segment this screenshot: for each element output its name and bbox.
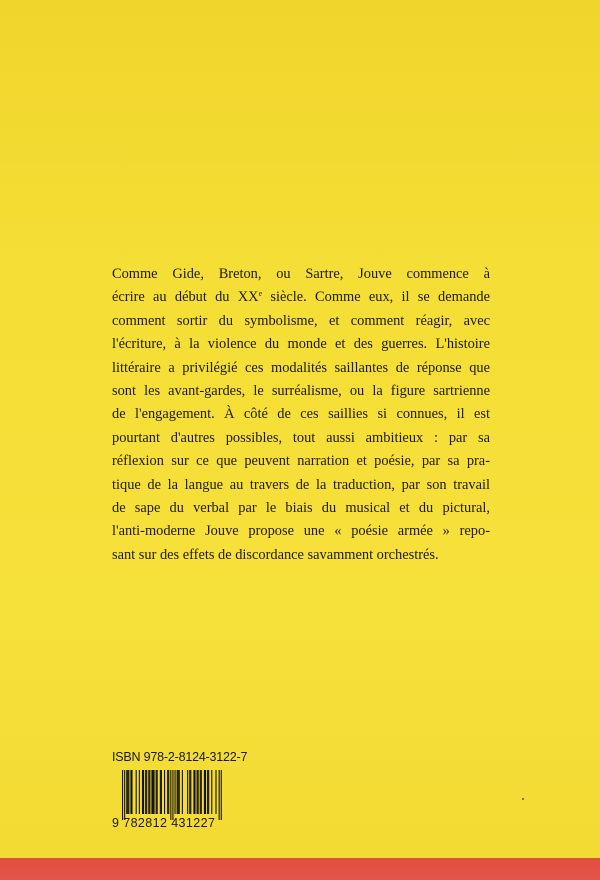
blurb-line: pourtant d'autres possibles, tout aussi ambitieux : par sa — [112, 429, 490, 446]
barcode-bar — [131, 770, 132, 814]
barcode-bar — [198, 770, 199, 814]
barcode-digits: 9 782812 431227 — [112, 816, 216, 830]
barcode-bar — [146, 770, 147, 814]
barcode-guard-bar — [219, 770, 220, 820]
barcode-bar — [164, 770, 165, 814]
barcode-bar — [194, 770, 195, 814]
barcode-bar — [157, 770, 158, 814]
blurb-line — [112, 286, 490, 309]
barcode-guard-bar — [122, 770, 123, 820]
barcode-bar — [208, 770, 209, 814]
barcode-bar — [154, 770, 155, 814]
barcode-bar — [193, 770, 194, 814]
isbn-label: ISBN 978-2-8124-3122-7 — [112, 750, 248, 764]
blurb-line: de l'engagement. À côté de ces saillies si connues, il est — [112, 406, 490, 423]
barcode-bar — [130, 770, 131, 814]
barcode-bar — [207, 770, 208, 814]
back-cover-blurb — [112, 263, 490, 567]
barcode-bar — [126, 770, 127, 814]
barcode-bar — [136, 770, 137, 814]
barcode-bar — [204, 770, 205, 814]
barcode-bar — [148, 770, 149, 814]
barcode-bar — [179, 770, 180, 814]
barcode-bar — [151, 770, 152, 814]
blurb-line: Comme Gide, Breton, ou Sartre, Jouve commence à — [112, 266, 490, 282]
barcode-bar — [197, 770, 198, 814]
barcode-bar — [167, 770, 168, 814]
barcode-bar — [168, 770, 169, 814]
blurb-line: l'écriture, à la violence du monde et des guerres. L'histoire — [112, 336, 490, 353]
barcode-bar — [143, 770, 144, 814]
barcode-bar — [190, 770, 191, 814]
barcode-bar — [142, 770, 143, 814]
barcode-bar — [152, 770, 153, 814]
barcode-bar — [161, 770, 162, 814]
blurb-line: réflexion sur ce que peuvent narration et poésie, par sa pra- — [112, 453, 490, 470]
blurb-line: littéraire a privilégié ces modalités saillantes de réponse que — [112, 359, 490, 376]
blurb-line: l'anti-moderne Jouve propose une « poésie armée » repo- — [112, 523, 490, 540]
blurb-line: comment sortir du symbolisme, et comment réagir, avec — [112, 312, 490, 329]
barcode-bar — [175, 770, 176, 814]
blurb-line: sont les avant-gardes, le surréalisme, ou la figure sartrienne — [112, 382, 490, 399]
barcode-bar — [160, 770, 161, 814]
blurb-line: sant sur des effets de discordance savamment orchestrés. — [112, 546, 439, 563]
bottom-color-band — [0, 858, 600, 880]
barcode-bar — [149, 770, 150, 814]
barcode-guard-bar — [172, 770, 173, 820]
barcode-bar — [182, 770, 183, 814]
barcode-bar — [211, 770, 212, 814]
barcode-bar — [127, 770, 128, 814]
barcode-bar — [156, 770, 157, 814]
blurb-line-start: écrire au début du XX — [112, 289, 259, 306]
blurb-line: tique de la langue au travers de la traduction, par son travail — [112, 476, 490, 493]
barcode-bar — [189, 770, 190, 814]
barcode-bar — [201, 770, 202, 814]
barcode-bar — [205, 770, 206, 814]
century-superscript: e — [258, 289, 263, 299]
barcode — [112, 770, 230, 830]
barcode-bar — [178, 770, 179, 814]
barcode-bar — [177, 770, 178, 814]
barcode-bars — [112, 770, 230, 820]
barcode-bar — [128, 770, 129, 814]
blurb-line-end: siècle. Comme eux, il se demande — [262, 289, 491, 306]
barcode-bar — [187, 770, 188, 814]
barcode-guard-bar — [221, 770, 222, 820]
barcode-bar — [139, 770, 140, 814]
blurb-line: de sape du verbal par le biais du musical et du pictural, — [112, 499, 490, 516]
barcode-bar — [215, 770, 216, 814]
barcode-bar — [200, 770, 201, 814]
barcode-guard-bar — [170, 770, 171, 820]
barcode-guard-bar — [124, 770, 125, 820]
barcode-bar — [145, 770, 146, 814]
cover-speck — [522, 798, 524, 800]
